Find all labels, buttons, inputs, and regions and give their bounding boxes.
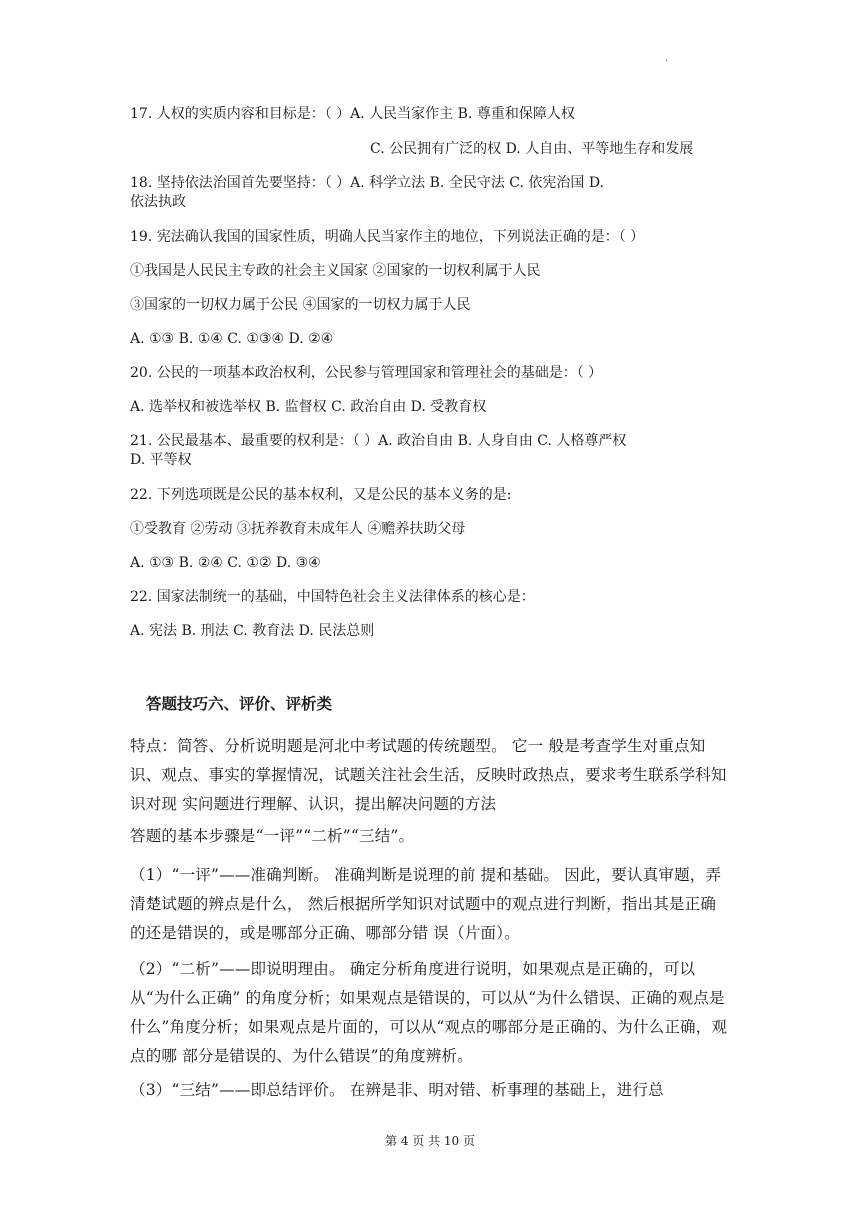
- q17-line1: 17. 人权的实质内容和目标是：（ ）A. 人民当家作主 B. 尊重和保障人权: [130, 106, 575, 122]
- section-steps-paragraph: 答题的基本步骤是“一评”“二析”“三结”。: [130, 827, 415, 845]
- q19-stem: 19. 宪法确认我国的国家性质，明确人民当家作主的地位，下列说法正确的是：（ ）: [130, 229, 645, 245]
- q18-line2: 依法执政: [130, 194, 186, 210]
- q22b-stem: 22. 国家法制统一的基础，中国特色社会主义法律体系的核心是：: [130, 589, 535, 605]
- q21-line2: D. 平等权: [130, 452, 192, 468]
- section-heading: 答题技巧六、评价、评析类: [146, 694, 333, 713]
- q19-answers: A. ①③ B. ①④ C. ①③④ D. ②④: [130, 331, 334, 347]
- q20-stem: 20. 公民的一项基本政治权利，公民参与管理国家和管理社会的基础是：（ ）: [130, 365, 603, 381]
- page-footer: 第 4 页 共 10 页: [385, 1134, 475, 1148]
- step3-paragraph: （3）“三结”——即总结评价。 在辨是非、明对错、析事理的基础上，进行总: [130, 1081, 664, 1099]
- q20-answers: A. 选举权和被选举权 B. 监督权 C. 政治自由 D. 受教育权: [130, 399, 487, 415]
- q17-line2: C. 公民拥有广泛的权 D. 人自由、平等地生存和发展: [370, 141, 694, 157]
- section-feature-paragraph: 特点：简答、分析说明题是河北中考试题的传统题型。 它一 般是考查学生对重点知识、观点、事实的掌握情况，试题关注社会生活，反映时政热点，要求考生联系学科知识对现 实问题进行理解、认识，提出解决问题的方法: [130, 737, 727, 813]
- header-mark: ·: [665, 56, 669, 67]
- q19-options-2: ③国家的一切权力属于公民 ④国家的一切权力属于人民: [130, 297, 471, 313]
- q22b-answers: A. 宪法 B. 刑法 C. 教育法 D. 民法总则: [130, 623, 375, 639]
- q22a-answers: A. ①③ B. ②④ C. ①② D. ③④: [130, 555, 321, 571]
- step2-paragraph: （2）“二析”——即说明理由。 确定分析角度进行说明，如果观点是正确的，可以从“为什么正确” 的角度分析；如果观点是错误的，可以从“为什么错误、正确的观点是什么”角度分析；如果观点是片面的，可以从“观点的哪部分是正确的、为什么正确，观点的哪 部分是错误的、为什么错误”的角度辨析。: [130, 960, 728, 1065]
- q22a-stem: 22. 下列选项既是公民的基本权利，又是公民的基本义务的是:: [130, 487, 512, 503]
- q19-options-1: ①我国是人民民主专政的社会主义国家 ②国家的一切权利属于人民: [130, 263, 541, 279]
- q18-line1: 18. 坚持依法治国首先要坚持：（ ）A. 科学立法 B. 全民守法 C. 依宪治国 D.: [130, 175, 605, 191]
- step1-paragraph: （1）“一评”——准确判断。 准确判断是说理的前 提和基础。 因此，要认真审题，弄清楚试题的辨点是什么， 然后根据所学知识对试题中的观点进行判断，指出其是正确的还是错误的，或是哪部分正确、哪部分错 误（片面）。: [130, 866, 722, 942]
- q22a-options: ①受教育 ②劳动 ③抚养教育未成年人 ④赡养扶助父母: [130, 521, 466, 537]
- q21-line1: 21. 公民最基本、最重要的权利是：（ ）A. 政治自由 B. 人身自由 C. 人格尊严权: [130, 433, 627, 449]
